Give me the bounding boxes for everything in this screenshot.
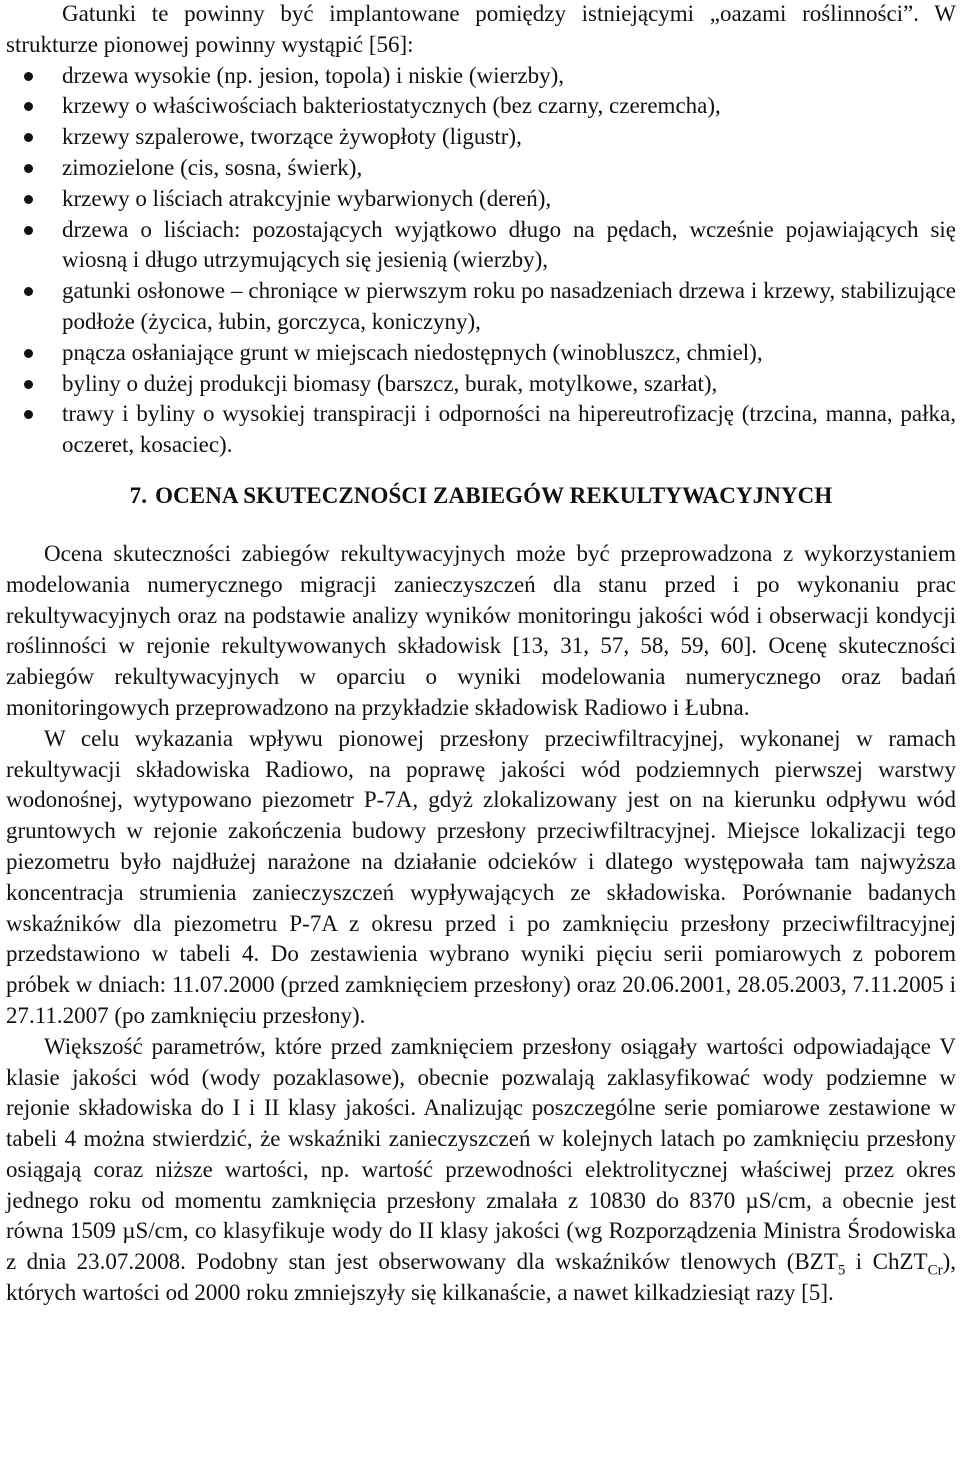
list-item-text: drzewa wysokie (np. jesion, topola) i niskie (wierzby), [62,62,565,88]
species-list [6,61,956,461]
list-item [6,153,956,184]
intro-paragraph: Gatunki te powinny być implantowane pomiędzy istniejącymi „oazami roślinności”. W strukturze pionowej powinny wystąpić [56]: [6,1,956,57]
paragraph-3-text-mid: i ChZT [845,1249,928,1275]
body-paragraph-1: Ocena skuteczności zabiegów rekultywacyjnych może być przeprowadzona z wykorzystaniem modelowania numerycznego migracji zanieczyszczeń dla stanu przed i po wykonaniu prac rekultywacyjnych oraz na podstawie analizy wyników monitoringu jakości wód i obserwacji kondycji roślinności w rejonie rekultywowanych składowisk [13, 31, 57, 58, 59, 60]. Ocenę skuteczności zabiegów rekultywacyjnych w oparciu o wyniki modelowania numerycznego oraz badań monitoringowych przeprowadzono na przykładzie składowisk Radiowo i Łubna. [6,540,956,720]
body-paragraph-3 [6,1032,956,1309]
paragraph-3-text-start: Większość parametrów, które przed zamknięciem przesłony osiągały wartości odpowiadające V klasie jakości wód (wody pozaklasowe), obecnie pozwalają zaklasyfikować wody podziemne w rejonie składowiska do I i II klasy jakości. Analizując poszczególne serie pomiarowe zestawione w tabeli 4 można stwierdzić, że wskaźniki zanieczyszczeń w kolejnych latach po zamknięciu przesłony osiągają coraz niższe wartości, np. wartość przewodności elektrolitycznej właściwej przez okres jednego roku od momentu zamknięcia przesłony zmalała z 10830 do 8370 µS/cm, a obecnie jest równa 1509 µS/cm, co klasyfikuje wody do II klasy jakości (wg Rozporządzenia Ministra Środowiska z dnia 23.07.2008. Podobny stan jest obserwowany dla wskaźników tlenowych (BZT [6,1033,956,1275]
list-item [6,369,956,400]
list-item-text: pnącza osłaniające grunt w miejscach niedostępnych (winobluszcz, chmiel), [62,339,763,365]
list-item [6,91,956,122]
bzt-subscript: 5 [837,1262,846,1279]
list-item [6,61,956,92]
bullet-icon [24,72,33,81]
body-paragraph-2: W celu wykazania wpływu pionowej przesłony przeciwfiltracyjnej, wykonanej w ramach rekultywacji składowiska Radiowo, na poprawę jakości wód podziemnych pierwszej warstwy wodonośnej, wytypowano piezometr P-7A, gdyż zlokalizowany jest on na kierunku odpływu wód gruntowych w rejonie zakończenia budowy przesłony przeciwfiltracyjnej. Miejsce lokalizacji tego piezometru było najdłużej narażone na działanie odcieków i dlatego występowała tam najwyższa koncentracja strumienia zanieczyszczeń wypływających ze składowiska. Porównanie badanych wskaźników dla piezometru P-7A z okresu przed i po zamknięciu przesłony przeciwfiltracyjnej przedstawiono w tabeli 4. Do zestawienia wybrano wyniki pięciu serii pomiarowych z poborem próbek w dniach: 11.07.2000 (przed zamknięciem przesłony) oraz 20.06.2001, 28.05.2003, 7.11.2005 i 27.11.2007 (po zamknięciu przesłony). [6,725,956,1028]
list-item [6,184,956,215]
list-item-text: krzewy o właściwościach bakteriostatycznych (bez czarny, czeremcha), [62,93,721,119]
list-item-text: krzewy o liściach atrakcyjnie wybarwionych (dereń), [62,185,552,211]
chzt-subscript: Cr [927,1262,943,1279]
list-item [6,215,956,277]
section-title: OCENA SKUTECZNOŚCI ZABIEGÓW REKULTYWACYJNYCH [155,482,833,508]
list-item-text: trawy i byliny o wysokiej transpiracji i odporności na hipereutrofizację (trzcina, manna, pałka, oczeret, kosaciec). [62,401,956,458]
bullet-icon [24,195,33,204]
bullet-icon [24,287,33,296]
list-item [6,399,956,461]
bullet-icon [24,226,33,235]
list-item [6,276,956,338]
bullet-icon [24,380,33,389]
bullet-icon [24,410,33,419]
list-item-text: krzewy szpalerowe, tworzące żywopłoty (ligustr), [62,124,522,150]
bullet-icon [24,164,33,173]
list-item [6,338,956,369]
paragraph-3-text-end: ), których wartości od 2000 roku zmniejszyły się kilkanaście, a nawet kilkadziesiąt razy [5]. [6,1249,956,1306]
section-number: 7. [129,482,148,508]
document-page [6,0,956,1309]
bullet-icon [24,349,33,358]
list-item-text: drzewa o liściach: pozostających wyjątkowo długo na pędach, wcześnie pojawiających się wiosną i długo utrzymujących się jesienią (wierzby), [62,216,956,273]
list-item [6,122,956,153]
list-item-text: byliny o dużej produkcji biomasy (barszcz, burak, motylkowe, szarłat), [62,370,718,396]
section-heading [6,481,956,511]
list-item-text: gatunki osłonowe – chroniące w pierwszym roku po nasadzeniach drzewa i krzewy, stabilizujące podłoże (życica, łubin, gorczyca, koniczyny), [62,278,956,334]
list-item-text: zimozielone (cis, sosna, świerk), [62,154,363,180]
bullet-icon [24,102,33,111]
bullet-icon [24,133,33,142]
